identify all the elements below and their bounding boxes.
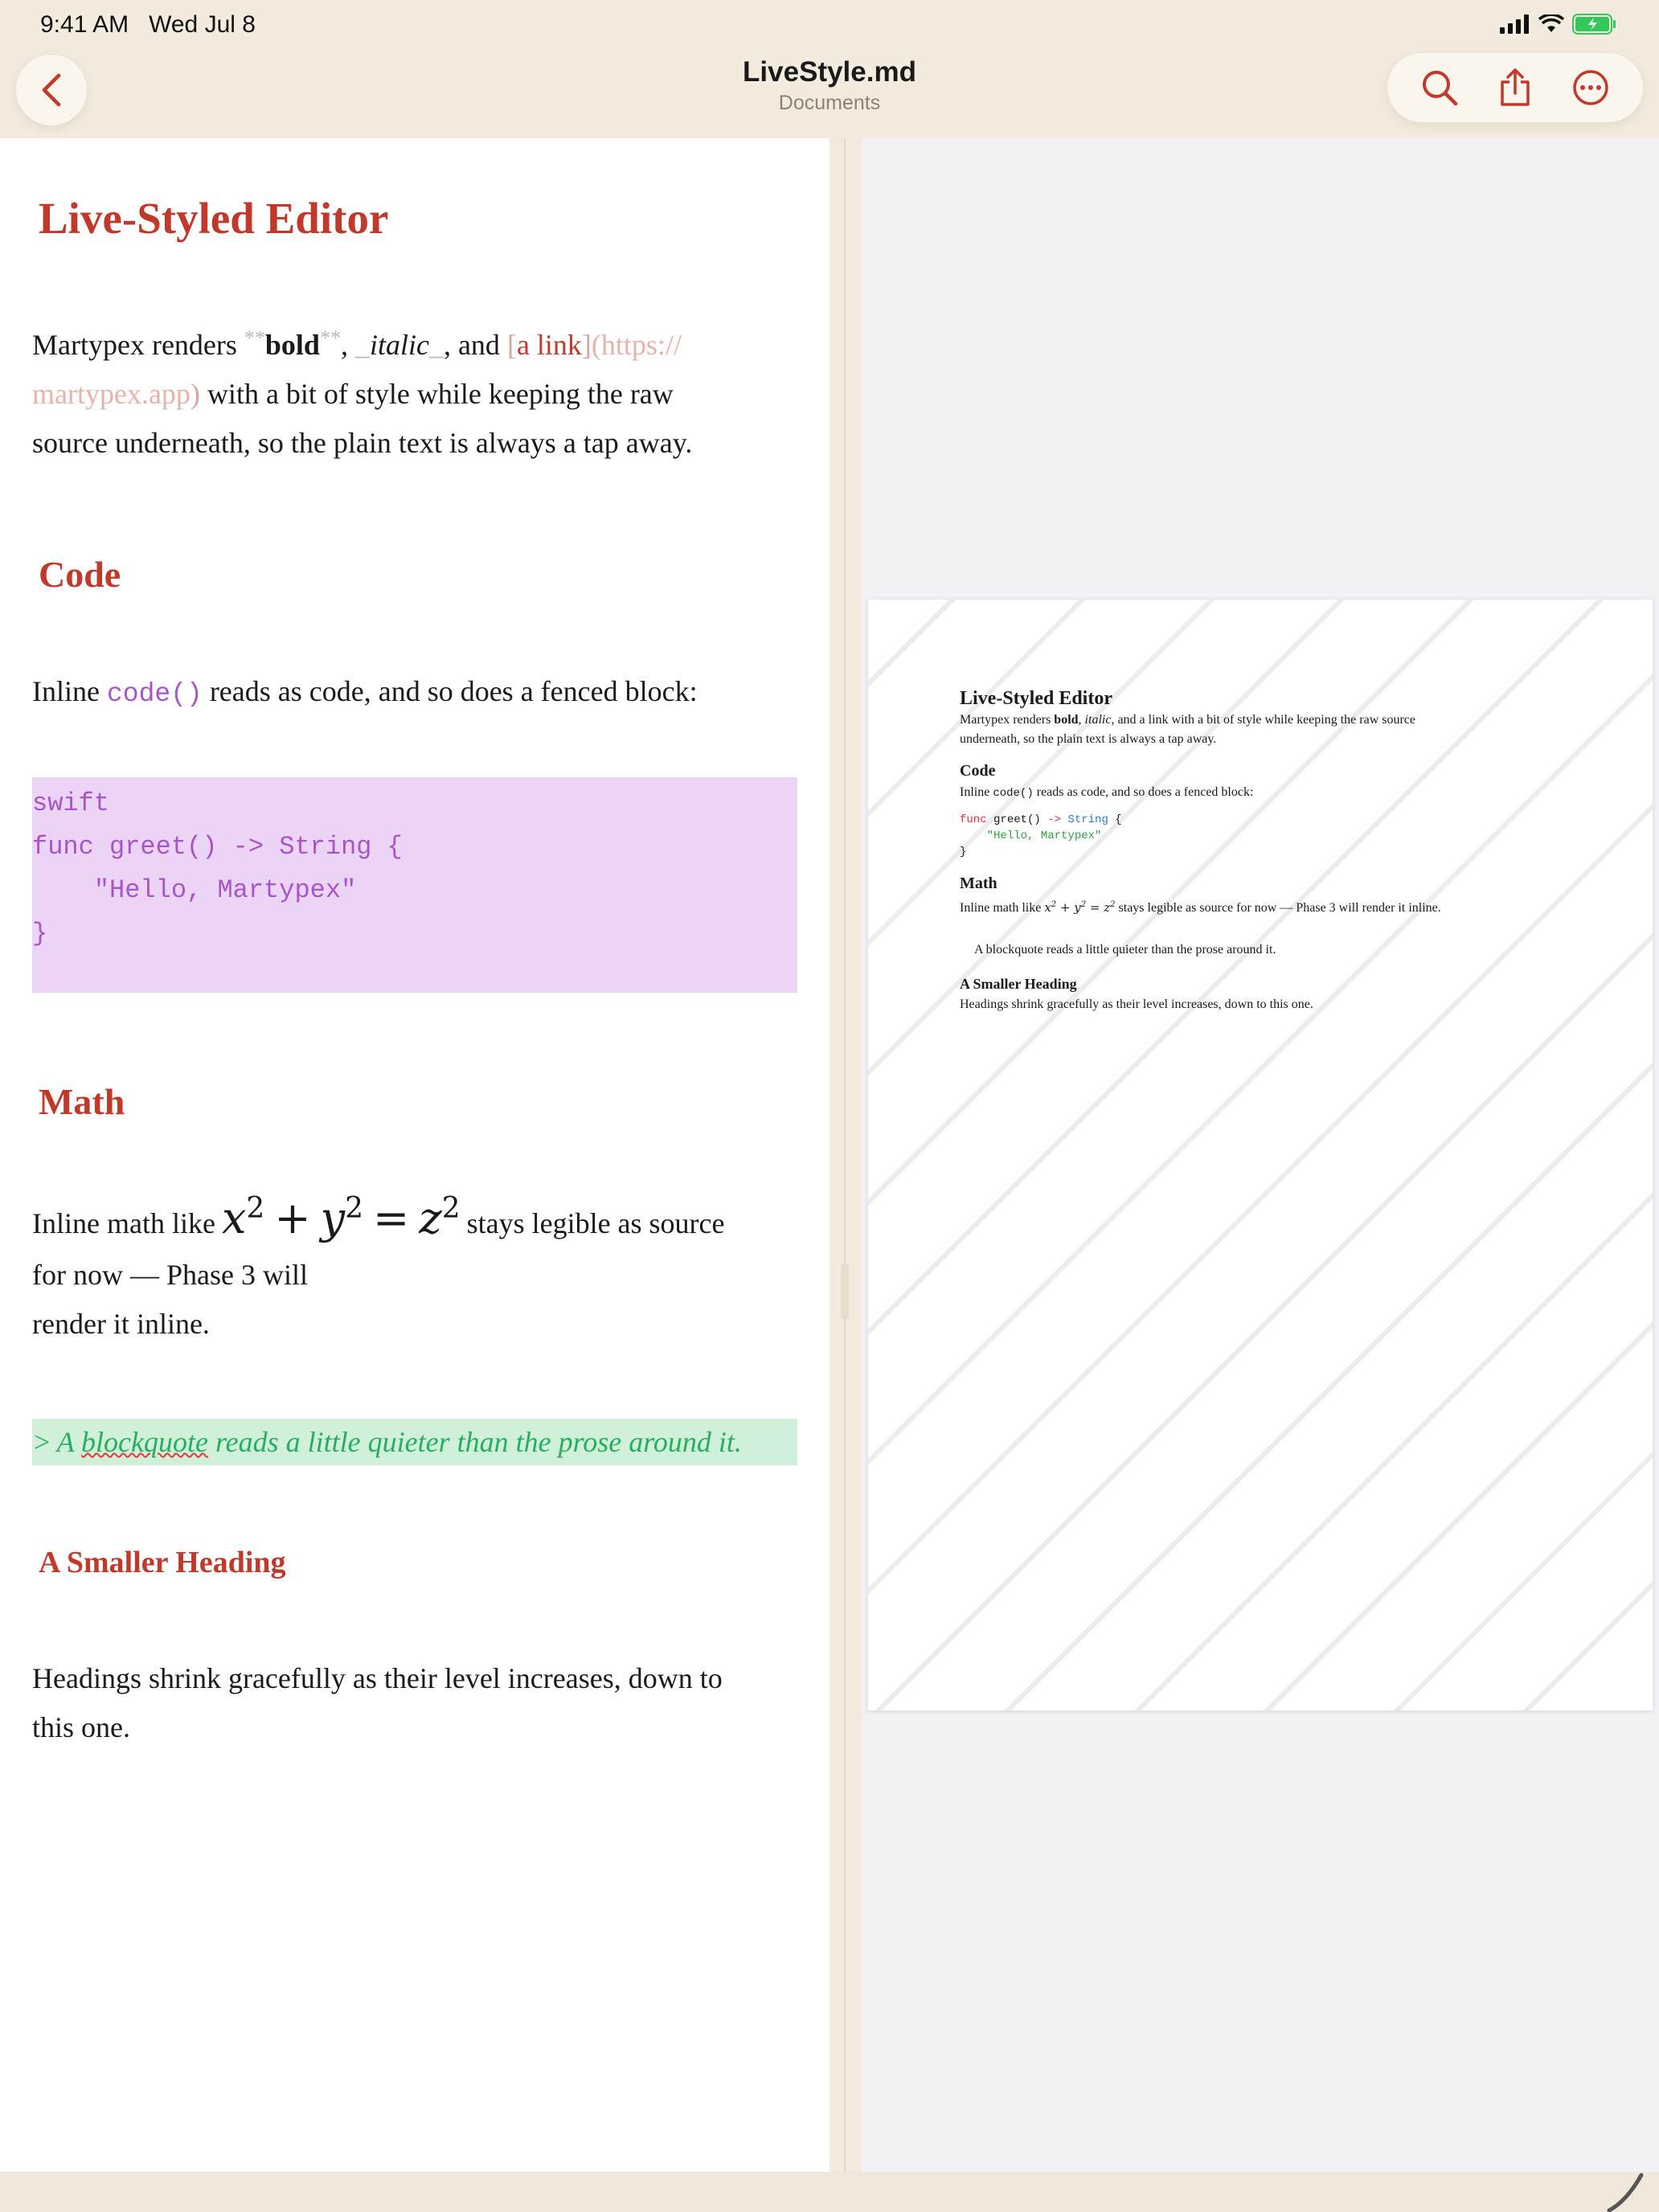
battery-charging-icon [1572,13,1617,35]
inline-link[interactable]: a link [516,329,582,361]
system-indicators [1500,13,1617,35]
more-icon [1572,69,1609,106]
share-icon [1497,68,1533,108]
bottom-bar [0,2172,1659,2212]
editor-blockquote: > A blockquote reads a little quieter than the prose around it. [32,1419,797,1465]
preview-heading-code: Code [960,762,996,780]
preview-page [868,600,1653,1710]
editor-last-paragraph: Headings shrink gracefully as their level increases, down to this one. [32,1662,723,1743]
search-button[interactable] [1415,63,1464,112]
wifi-icon [1538,14,1564,34]
status-bar [0,0,1659,50]
preview-heading-1: Live-Styled Editor [960,688,1112,709]
preview-blockquote: A blockquote reads a little quieter than the prose around it. [974,943,1276,956]
pencil-icon[interactable] [1603,2172,1648,2212]
document-location: Documents [778,92,881,114]
editor-heading-code: Code [39,554,121,595]
preview-heading-3: A Smaller Heading [960,976,1077,992]
preview-intro: Martypex renders bold, italic, and a link with a bit of style while keeping the raw source underneath, so the plain text is always a tap away. [960,713,1415,746]
preview-last-paragraph: Headings shrink gracefully as their level increases, down to this one. [960,997,1313,1011]
preview-math-paragraph: Inline math like $x^2 + y^2 = z^2$ stays legible as source for now — Phase 3 will render it inline. [960,900,1441,915]
markdown-editor[interactable] [0,138,830,2172]
cellular-signal-icon [1500,14,1530,34]
status-time: 9:41 AM Wed Jul 8 [40,11,256,38]
share-button[interactable] [1491,63,1539,112]
preview-code-block: func greet() -> String { "Hello, Martypex" } [960,813,1122,858]
editor-heading-math: Math [39,1081,125,1122]
preview-code-paragraph: Inline code() reads as code, and so does a fenced block: [960,785,1254,800]
bold-text: bold [264,329,320,361]
editor-intro-paragraph: Martypex renders **bold**, _italic_, and [a link](https:// martypex.app) with a bit of style while keeping the raw source underneath, so the plain text is always a tap away. [32,326,693,459]
editor-heading-1: Live-Styled Editor [39,194,389,243]
editor-code-paragraph: Inline code() reads as code, and so does a fenced block: [32,675,698,709]
toolbar-actions [1387,53,1643,122]
split-view-divider[interactable] [830,138,862,2172]
editor-heading-3: A Smaller Heading [39,1546,286,1579]
misspelled-word: blockquote [81,1426,208,1458]
preview-heading-math: Math [960,875,997,892]
more-button[interactable] [1567,63,1615,112]
divider-handle[interactable] [841,1264,849,1320]
search-icon [1420,68,1459,107]
fenced-code-block: swift func greet() -> String { "Hello, Martypex" } [32,777,797,993]
italic-text: italic [369,329,429,361]
editor-math-paragraph: Inline math like $x^2 + y^2 = z^2$ stays legible as source for now — Phase 3 will render it inline. [32,1192,725,1340]
inline-math: $x^2 + y^2 = z^2$ [221,1192,461,1243]
inline-code: code() [106,679,203,709]
document-title: LiveStyle.md [743,56,916,88]
